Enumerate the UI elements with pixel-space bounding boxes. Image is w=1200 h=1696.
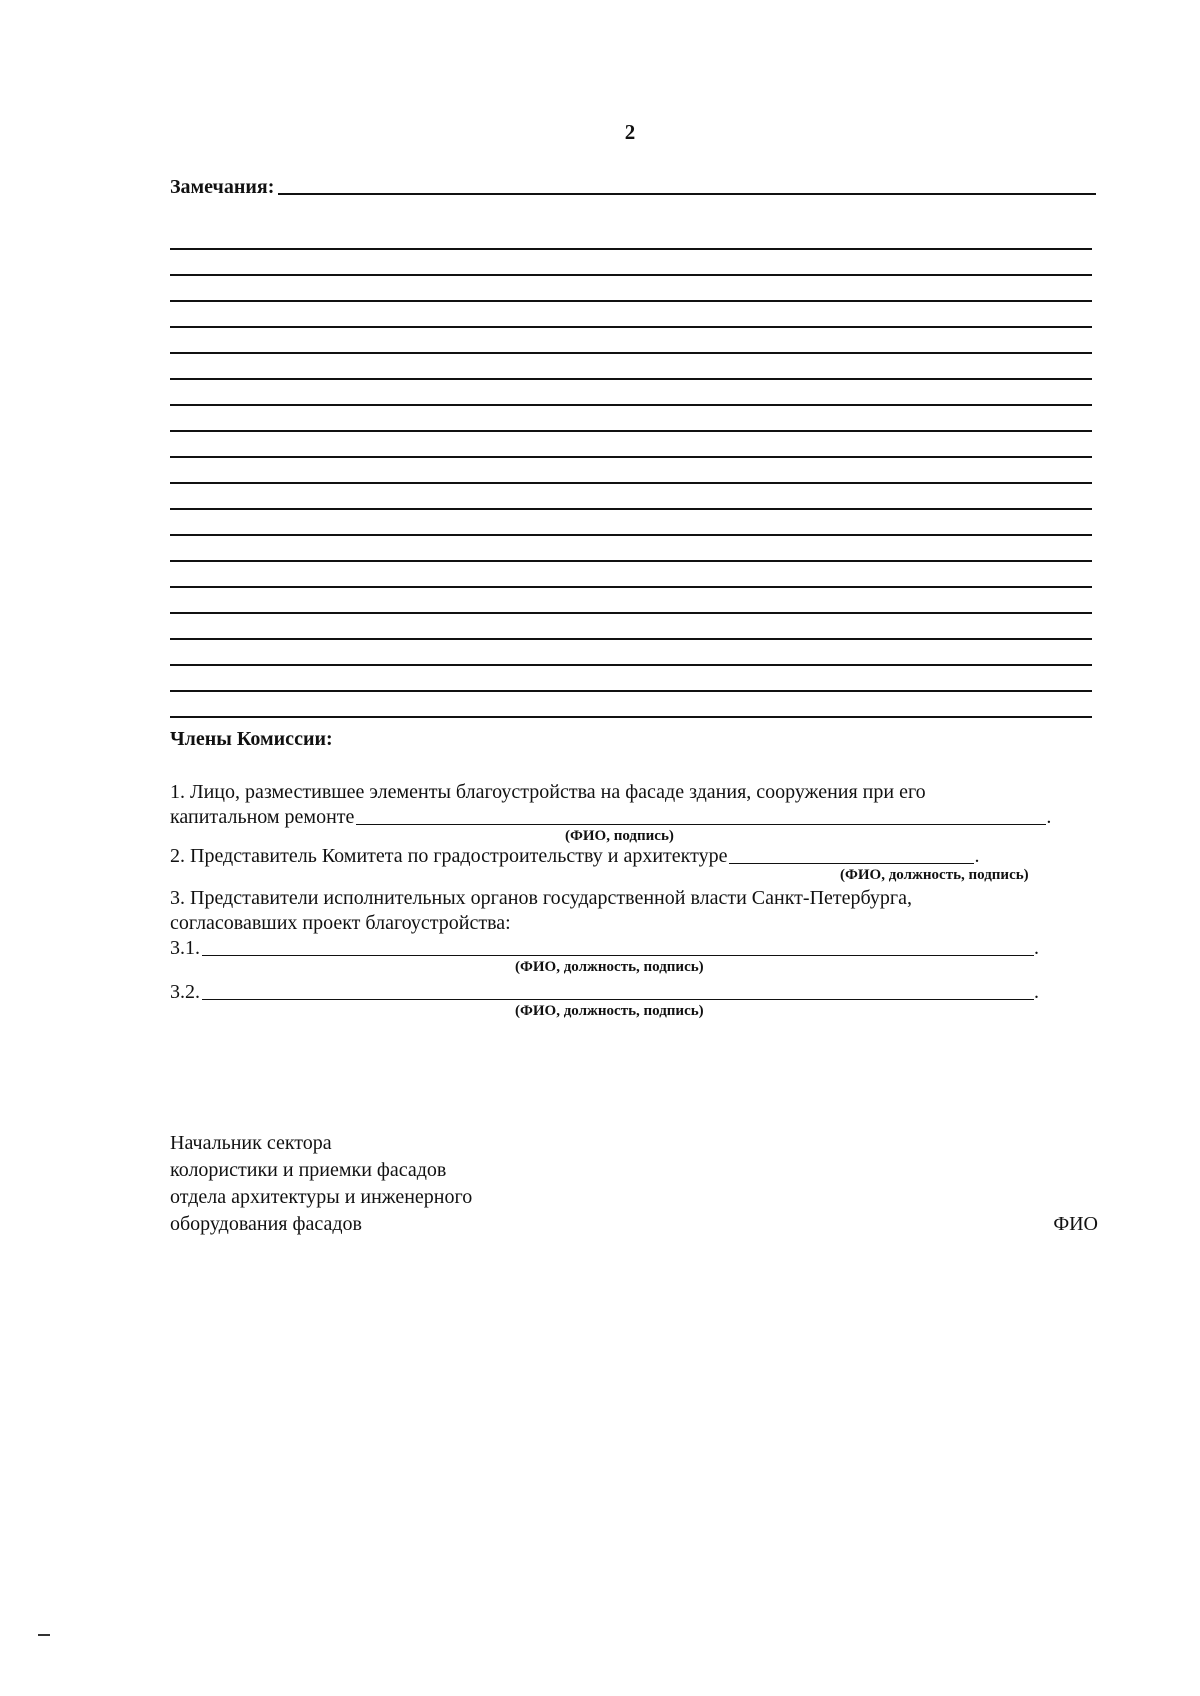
remarks-blank-line[interactable]: [170, 406, 1092, 432]
remarks-first-blank-line[interactable]: [278, 193, 1096, 195]
remarks-blank-line[interactable]: [170, 458, 1092, 484]
member-3-text-cont: согласовавших проект благоустройства:: [170, 912, 511, 934]
member-2-end: .: [974, 845, 980, 867]
signature-position-line-2: колористики и приемки фасадов: [170, 1159, 447, 1181]
remarks-blank-line[interactable]: [170, 432, 1092, 458]
remarks-blank-lines: [170, 224, 1092, 718]
remarks-blank-line[interactable]: [170, 302, 1092, 328]
remarks-blank-line[interactable]: [170, 250, 1092, 276]
member-3-1-caption: (ФИО, должность, подпись): [515, 959, 704, 975]
member-2-text: 2. Представитель Комитета по градостроительству и архитектуре: [170, 845, 728, 867]
member-1-text: 1. Лицо, разместившее элементы благоустройства на фасаде здания, сооружения при его: [170, 781, 926, 803]
remarks-blank-line[interactable]: [170, 354, 1092, 380]
member-3-2-signature-field[interactable]: [202, 999, 1034, 1000]
member-1-end: .: [1046, 806, 1052, 828]
signature-position-line-4: оборудования фасадов: [170, 1213, 362, 1235]
scan-mark: [38, 1634, 50, 1636]
remarks-blank-line[interactable]: [170, 692, 1092, 718]
member-1-text-cont: капитальном ремонте: [170, 806, 355, 828]
member-3-text: 3. Представители исполнительных органов государственной власти Санкт-Петербурга,: [170, 887, 913, 909]
member-1-caption: (ФИО, подпись): [565, 828, 674, 844]
member-3-1-end: .: [1034, 937, 1039, 959]
signature-position-line-1: Начальник сектора: [170, 1132, 332, 1154]
member-3-2-end: .: [1034, 981, 1039, 1003]
remarks-blank-line[interactable]: [170, 562, 1092, 588]
signature-position-line-3: отдела архитектуры и инженерного: [170, 1186, 473, 1208]
commission-members-list: [170, 780, 1100, 1020]
member-1-signature-field[interactable]: [356, 824, 1046, 825]
remarks-blank-line[interactable]: [170, 484, 1092, 510]
remarks-blank-line[interactable]: [170, 276, 1092, 302]
member-3-2-caption: (ФИО, должность, подпись): [515, 1003, 704, 1019]
member-2-signature-field[interactable]: [729, 863, 974, 864]
member-3-1-label: 3.1.: [170, 937, 200, 959]
member-3-1-signature-field[interactable]: [202, 955, 1034, 956]
remarks-blank-line[interactable]: [170, 640, 1092, 666]
remarks-blank-line[interactable]: [170, 224, 1092, 250]
remarks-blank-line[interactable]: [170, 380, 1092, 406]
remarks-blank-line[interactable]: [170, 588, 1092, 614]
remarks-blank-line[interactable]: [170, 614, 1092, 640]
remarks-blank-line[interactable]: [170, 666, 1092, 692]
remarks-blank-line[interactable]: [170, 536, 1092, 562]
signature-block: [170, 1130, 1100, 1238]
member-3-2-label: 3.2.: [170, 981, 200, 1003]
remarks-label: Замечания:: [170, 176, 275, 198]
remarks-blank-line[interactable]: [170, 510, 1092, 536]
page-number: 2: [624, 120, 636, 144]
remarks-blank-line[interactable]: [170, 328, 1092, 354]
commission-members-heading: Члены Комиссии:: [170, 728, 333, 750]
remarks-heading: [170, 176, 1096, 199]
signature-name: ФИО: [1053, 1213, 1098, 1235]
member-2-caption: (ФИО, должность, подпись): [840, 867, 1029, 883]
